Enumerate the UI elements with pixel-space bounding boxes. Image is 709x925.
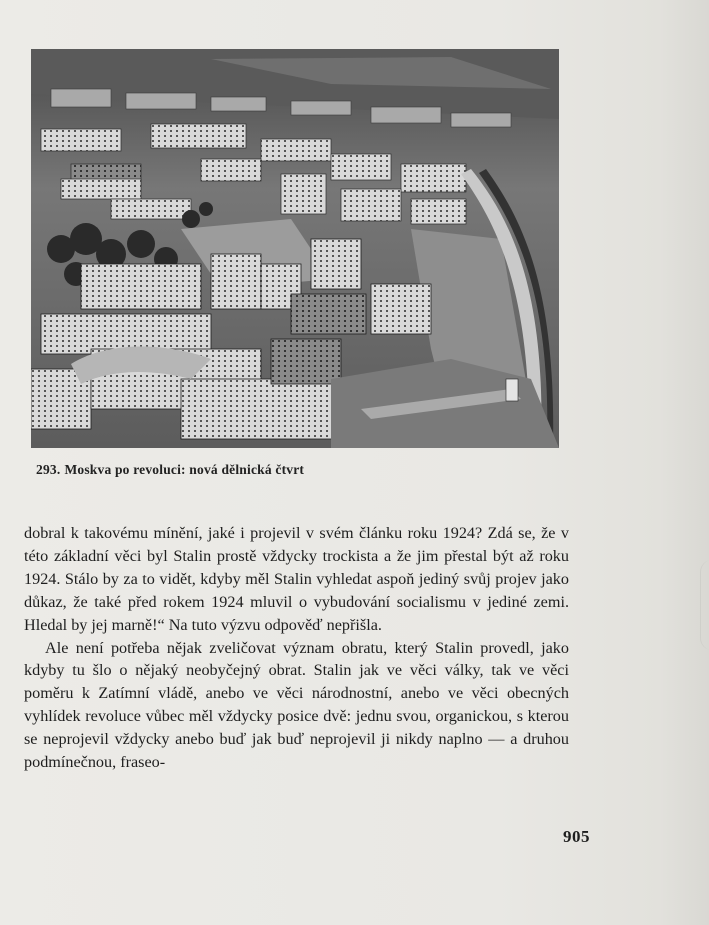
paragraph: dobral k takovému mínění, jaké i projevil v svém článku roku 1924? Zdá se, že v této základní věci byl Stalin prostě vždycky trockista a že jim přestal být až roku 1924. Stálo by za to vidět, kdyby měl Stalin vyhledat aspoň jediný svůj projev jako důkaz, že také před rokem 1924 mluvil o vybudování socialismu v jediné zemi. Hledal by jej marně!“ Na tuto výzvu odpověď nepřišla. [24, 524, 569, 634]
paragraph: Ale není potřeba nějak zveličovat význam obratu, který Stalin provedl, jako kdyby tu šlo o nějaký neobyčejný obrat. Stalin jak ve věci války, tak ve věci poměru k Zatímní vládě, anebo ve věci národnostní, anebo ve věci obecných vyhlídek revoluce vůbec měl vždycky posice dvě: jednu svou, organickou, s kterou se neprojevil vždycky anebo buď jak buď neprojevil ji nikdy naplno — a druhou podmínečnou, fraseo- [24, 638, 569, 772]
body-text [24, 522, 569, 774]
figure-number: 293. [36, 462, 61, 477]
page-number: 905 [563, 827, 590, 846]
page-curl [700, 560, 709, 650]
figure-caption [36, 462, 304, 478]
figure-caption-text: Moskva po revoluci: nová dělnická čtvrt [64, 462, 305, 477]
figure-photo [31, 49, 559, 448]
